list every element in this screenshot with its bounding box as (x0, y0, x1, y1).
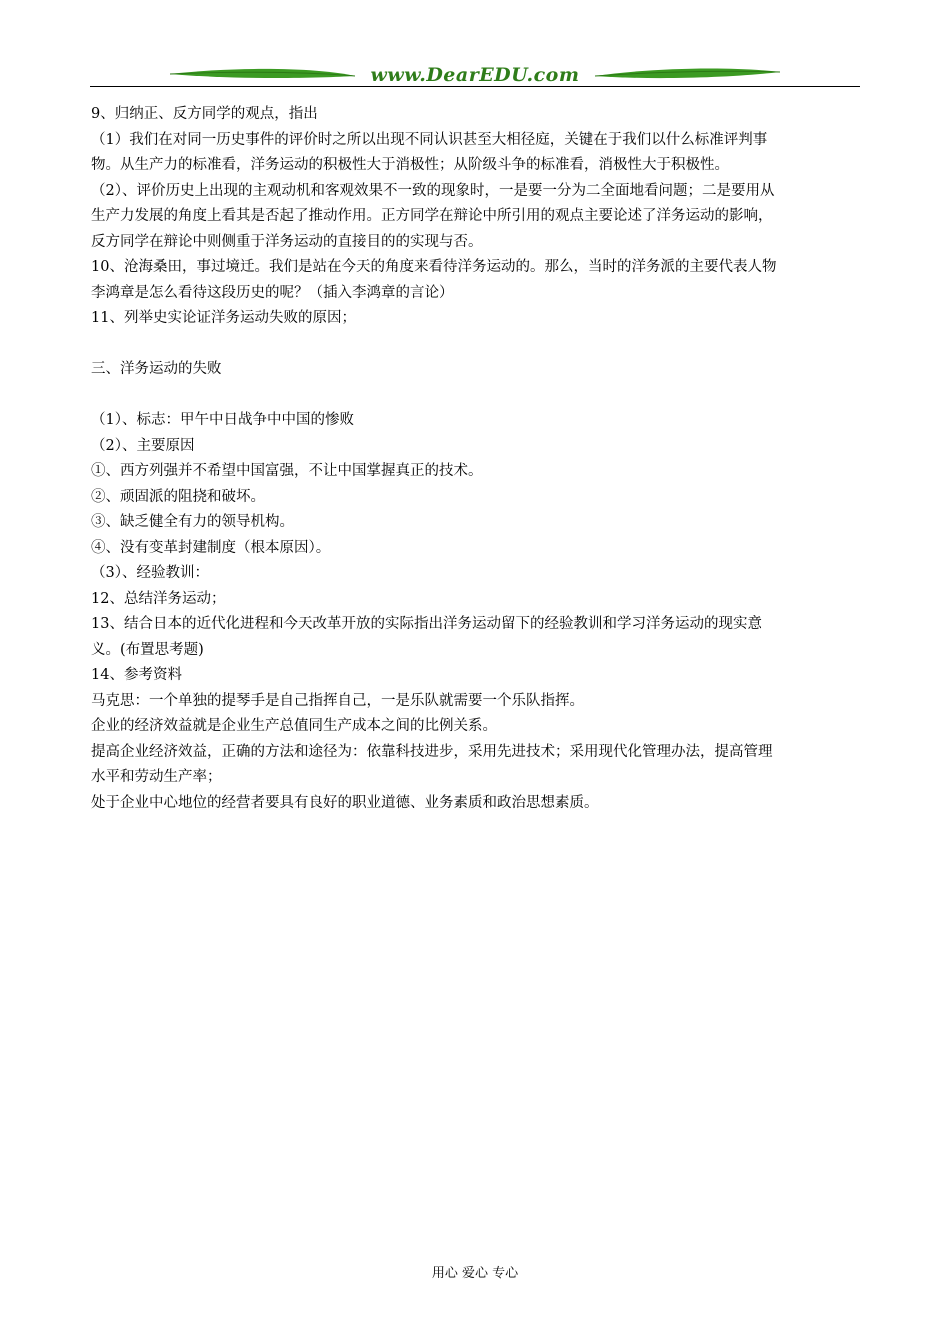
reference-2: 企业的经济效益就是企业生产总值同生产成本之间的比例关系。 (91, 718, 497, 734)
paragraph-2-line-1: （2）、评价历史上出现的主观动机和客观效果不一致的现象时，一是要一分为二全面地看问题；二是要用从 (91, 182, 775, 199)
item-10-line-1: 10、沧海桑田，事过境迁。我们是站在今天的角度来看待洋务运动的。那么，当时的洋务派的主要代表人物 (91, 259, 777, 275)
paragraph-2-line-2: 生产力发展的角度上看其是否起了推动作用。正方同学在辩论中所引用的观点主要论述了洋务运动的影响， (91, 208, 773, 224)
header-rule (90, 86, 860, 87)
reason-3: ③、缺乏健全有力的领导机构。 (91, 514, 294, 530)
reason-1: ①、西方列强并不希望中国富强，不让中国掌握真正的技术。 (91, 463, 483, 479)
reference-3-line-1: 提高企业经济效益，正确的方法和途径为：依靠科技进步，采用先进技术；采用现代化管理办法，提高管理 (91, 743, 773, 760)
document-body (91, 102, 863, 816)
item-13-line-1: 13、结合日本的近代化进程和今天改革开放的实际指出洋务运动留下的经验教训和学习洋务运动的现实意 (91, 616, 762, 632)
item-12: 12、总结洋务运动； (91, 590, 226, 607)
item-13-line-2: 义。(布置思考题) (91, 641, 204, 658)
reference-1: 马克思：一个单独的提琴手是自己指挥自己，一是乐队就需要一个乐队指挥。 (91, 692, 584, 709)
section-heading: 三、洋务运动的失败 (91, 361, 222, 377)
reference-4: 处于企业中心地位的经营者要具有良好的职业道德、业务素质和政治思想素质。 (91, 794, 599, 811)
item-9: 9、归纳正、反方同学的观点，指出 (91, 106, 318, 122)
reference-3-line-2: 水平和劳动生产率； (91, 769, 222, 785)
paragraph-1-line-2: 物。从生产力的标准看，洋务运动的积极性大于消极性；从阶级斗争的标准看，消极性大于积极性。 (91, 157, 729, 173)
sub-item-2: （2）、主要原因 (91, 437, 195, 454)
item-11: 11、列举史实论证洋务运动失败的原因； (91, 310, 356, 326)
spacer (91, 332, 863, 358)
item-10-line-2: 李鸿章是怎么看待这段历史的呢？（插入李鸿章的言论） (91, 284, 454, 301)
sub-item-3: （3）、经验教训： (91, 565, 209, 581)
paragraph-1-line-1: （1）我们在对同一历史事件的评价时之所以出现不同认识甚至大相径庭，关键在于我们以什么标准评判事 (91, 131, 768, 148)
reason-4: ④、没有变革封建制度（根本原因）。 (91, 539, 331, 556)
reason-2: ②、顽固派的阻挠和破坏。 (91, 488, 265, 505)
spacer (91, 383, 863, 409)
paragraph-2-line-3: 反方同学在辩论中则侧重于洋务运动的直接目的的实现与否。 (91, 233, 483, 250)
sub-item-1: （1）、标志：甲午中日战争中中国的惨败 (91, 412, 354, 428)
site-name: www.DearEDU.com (370, 64, 580, 86)
item-14: 14、参考资料 (91, 667, 182, 683)
page-footer: 用心 爱心 专心 (431, 1266, 519, 1281)
